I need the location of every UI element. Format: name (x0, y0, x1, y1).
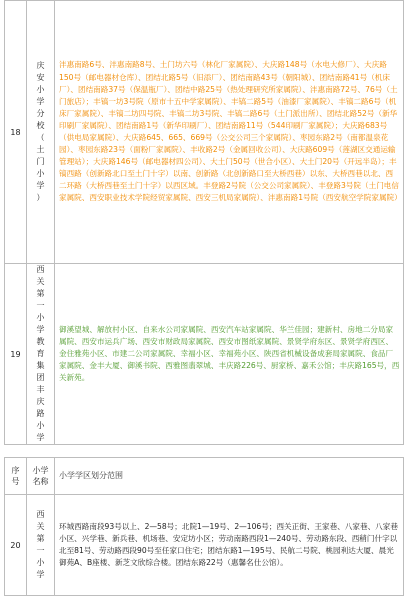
school-name-char: 育 (36, 349, 45, 358)
school-name-char: 西 (36, 265, 45, 274)
school-district-table (4, 0, 404, 596)
school-name-char: 学 (36, 181, 45, 190)
table-row-19 (5, 264, 404, 445)
school-name-cell (27, 264, 55, 445)
school-name-char: 校 (36, 121, 45, 130)
school-name-char: ） (36, 193, 45, 202)
school-name-char: 丰 (36, 385, 45, 394)
school-name-char: 学 (36, 570, 45, 579)
school-name-char: 庆 (36, 61, 45, 70)
district-range-text: 环城西路南段93号以上、2—58号；北院1—19号、2—106号；西关正街、王家巷、八家巷、八家巷小区、兴学巷、新兵巷、机场巷、安定坊小区；劳动南路西段1—240号、劳动路东段、西稍门什字以北至81号、劳动路西段90号至任家口住宅；团结东路1—195号、民航二号院、桃园利达大厦、晨光御苑A、B座楼、新芝文欣综合楼。团结东路22号（惠馨名仕公馆）。 (55, 495, 404, 596)
school-name-char: 关 (36, 277, 45, 286)
school-name-char: 第 (36, 289, 45, 298)
school-name-char: （ (36, 133, 45, 142)
school-name-char: 土 (36, 145, 45, 154)
school-name-char: 小 (36, 169, 45, 178)
district-range-text: 御溪望城、解放村小区、自来水公司家属院、西安汽车站家属院、华兰佳园；建新村、房地二分局家属院、西安市运兵广场、西安市财政局家属院、西安市图纸家属院、景贤学府东区、景贤学府西区、金住雅苑小区、市建二公司家属院、幸福小区、幸福苑小区、陕西省机械设备成套局家属院、食品厂家属院、金丰大厦、御溪书院、西雅图翡翠城、丰庆路226号、厨家桥、嘉禾公馆；丰庆路165号，西关新苑。 (55, 264, 404, 445)
school-name-cell (27, 495, 55, 596)
school-name-char: 路 (36, 409, 45, 418)
table-row-18 (5, 1, 404, 264)
header-number: 序号 (5, 458, 27, 495)
school-name-char: 分 (36, 109, 45, 118)
row-number: 19 (5, 264, 27, 445)
gap-cell (5, 445, 404, 458)
school-name-char: 一 (36, 546, 45, 555)
school-name-char: 庆 (36, 397, 45, 406)
table-row-20 (5, 495, 404, 596)
school-name-cell (27, 1, 55, 264)
school-name-char: 学 (36, 325, 45, 334)
school-name-char: 学 (36, 97, 45, 106)
school-name-char: 团 (36, 373, 45, 382)
table-gap (5, 445, 404, 458)
school-name-char: 小 (36, 558, 45, 567)
header-school-name: 小学名称 (27, 458, 55, 495)
school-name-char: 教 (36, 337, 45, 346)
school-name-char: 小 (36, 313, 45, 322)
school-name-char: 小 (36, 421, 45, 430)
school-name-char: 一 (36, 301, 45, 310)
header-range: 小学学区划分范围 (55, 458, 404, 495)
school-name-char: 门 (36, 157, 45, 166)
table-header-row (5, 458, 404, 495)
school-name-char: 关 (36, 522, 45, 531)
school-name-char: 第 (36, 534, 45, 543)
school-name-char: 西 (36, 510, 45, 519)
row-number: 20 (5, 495, 27, 596)
school-name-char: 集 (36, 361, 45, 370)
school-name-char: 小 (36, 85, 45, 94)
row-number: 18 (5, 1, 27, 264)
district-range-text: 沣惠南路6号、沣惠南路8号、土门坊六号（林化厂家属院）、大庆路148号（水电大修厂）、大庆路150号（邮电器材仓库）、团结北路5号（旧添厂）、团结南路43号（朝阳城）、团结南路41号（机床厂）、团结南路37号（保温瓶厂）、团结中路25号（热处理研究所家属院）、沣惠南路72号、76号（土门旅店）；丰镐一坊3号院（原市十五中学家属院）、丰镐二路5号（油漆厂家属院）、丰镐二路6号（机床厂家属院）、丰镐二坊四号院、丰镐二坊3号院、丰镐二路6号（土门派出所）、团结北路52号（新华印刷厂家属院）、团结南路1号（新华印刷厂）、团结南路11号（544印刷厂家属院）；大庆路683号（供电局家属院）、大庆路645、665、669号（公交公司三个家属院）、枣园东路2号（南都温泉花园）、枣园东路23号（面粉厂家属院）、丰收路2号（金属回收公司）、大庆路609号（莲湖区交通运输管理站）；大庆路146号（邮电器材四公司）、大土门50号（世合小区）、大土门20号（开远半岛）；丰镐西路（创新路北口至土门十字）以南、创新路（北创新路口至大桥西巷）以东、大桥西巷以北、西二环路（大桥西巷至土门十字）以西区域。丰登路2号院（公交公司家属院）、丰登路3号院（土门电信家属院、西安职业技术学院经贸家属院、西安三机局家属院）、沣惠南路1号院（西安航空学院家属院） (55, 1, 404, 264)
school-name-char: 安 (36, 73, 45, 82)
school-name-char: 学 (36, 433, 45, 442)
